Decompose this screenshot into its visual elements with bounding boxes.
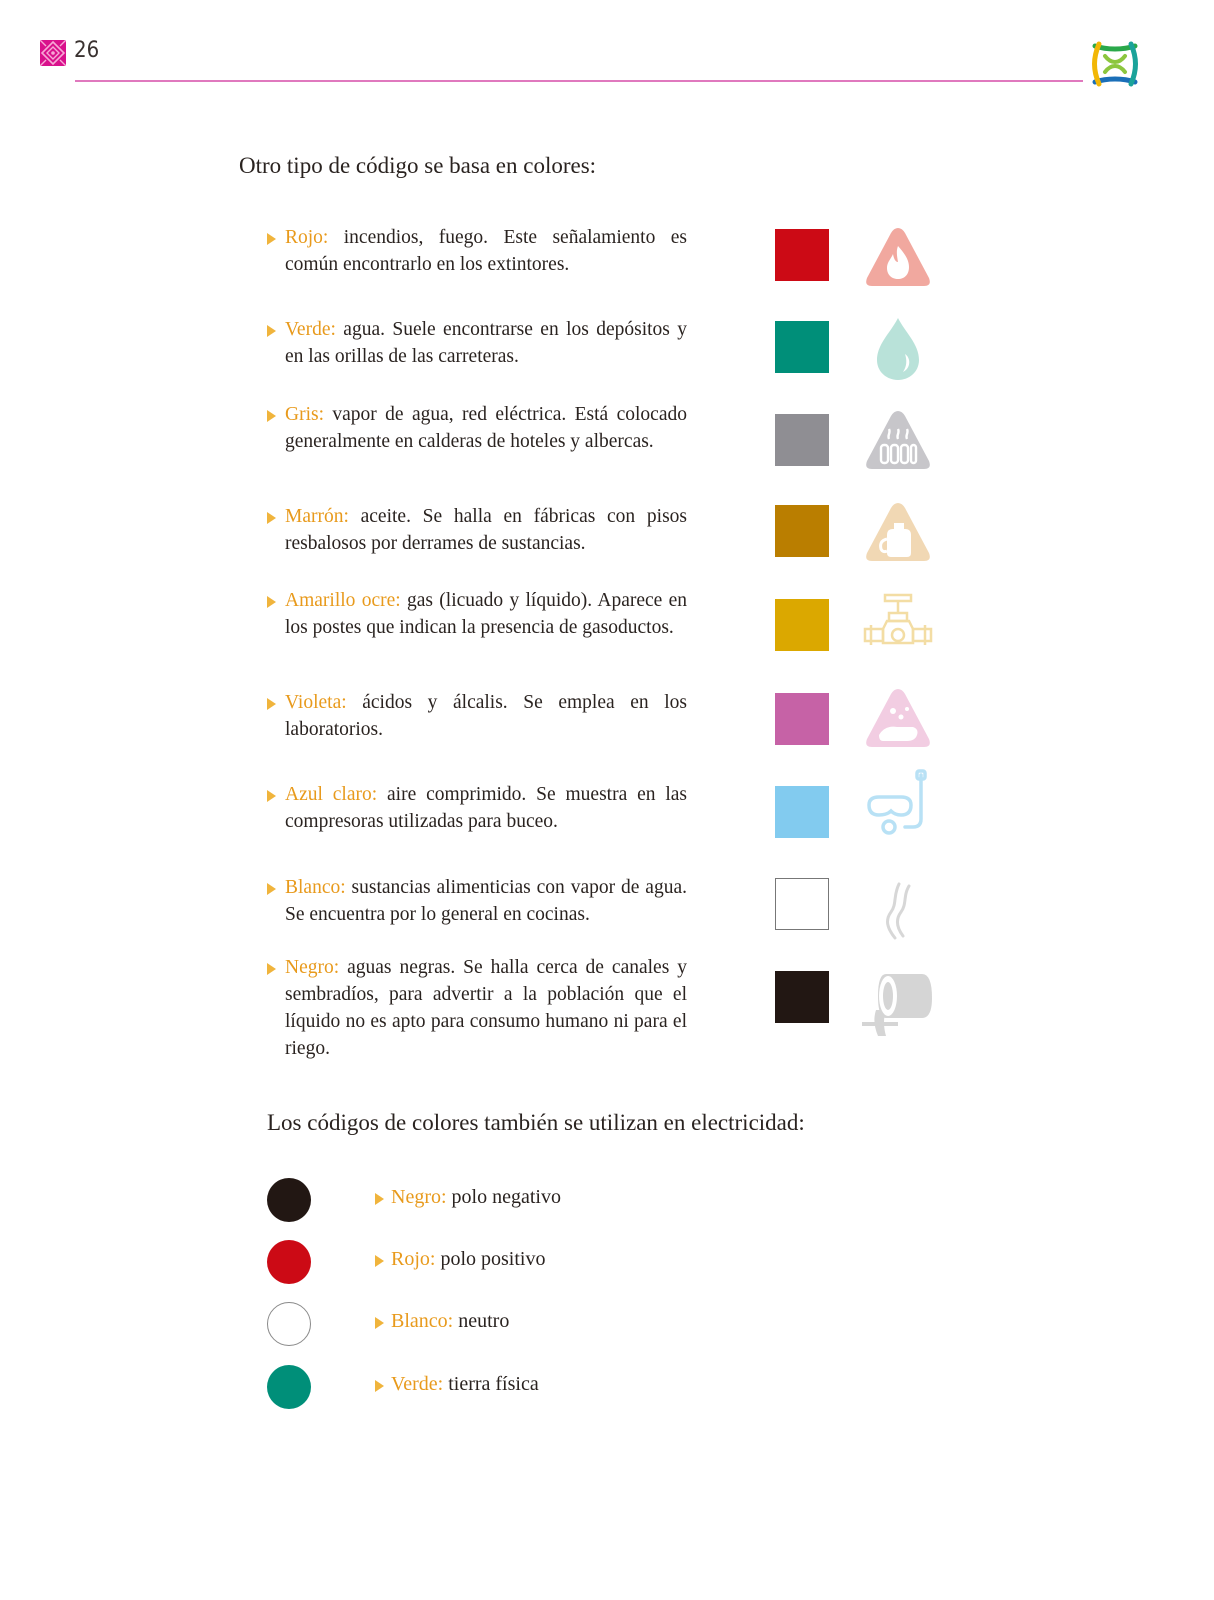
item-term: Violeta: (285, 692, 347, 713)
header-rule (75, 80, 1083, 82)
bullet-arrow-icon (375, 1255, 384, 1267)
color-dot (267, 1178, 311, 1222)
electric-label (391, 1248, 545, 1271)
item-term: Rojo: (285, 227, 329, 248)
color-swatch (775, 321, 829, 373)
color-swatch (775, 229, 829, 281)
bullet-arrow-icon (375, 1317, 384, 1329)
item-text: aceite. Se halla en fábricas con pisos resbalosos por derrames de sustancias. (285, 506, 687, 554)
item-term: Rojo: (391, 1248, 436, 1270)
item-description (285, 689, 687, 743)
bullet-arrow-icon (267, 325, 276, 337)
fire-warning-icon (861, 224, 935, 296)
item-term: Marrón: (285, 506, 349, 527)
steam-wisps-icon (861, 870, 935, 942)
electric-code-item-rojo (267, 1240, 767, 1286)
item-description (285, 874, 687, 928)
magenta-pattern-emblem-icon (40, 40, 66, 66)
item-term: Verde: (391, 1373, 444, 1395)
item-description (285, 954, 687, 1062)
item-description (285, 224, 687, 278)
color-swatch (775, 414, 829, 466)
item-text: ácidos y álcalis. Se emplea en los laboratorios. (285, 692, 687, 740)
item-text: neutro (453, 1310, 510, 1332)
page-number: 26 (74, 38, 100, 63)
electric-label (391, 1186, 561, 1209)
color-dot (267, 1365, 311, 1409)
item-term: Amarillo ocre: (285, 590, 401, 611)
bullet-arrow-icon (267, 410, 276, 422)
colorful-knot-logo-icon (1087, 36, 1143, 92)
item-term: Blanco: (391, 1310, 454, 1332)
electricity-heading: Los códigos de colores también se utilizan en electricidad: (267, 1110, 805, 1135)
electric-code-item-negro (267, 1178, 767, 1224)
intro-heading: Otro tipo de código se basa en colores: (239, 153, 597, 178)
item-term: Blanco: (285, 877, 346, 898)
corrosive-warning-icon (861, 685, 935, 757)
bullet-arrow-icon (267, 883, 276, 895)
bullet-arrow-icon (267, 233, 276, 245)
color-dot (267, 1302, 311, 1346)
bullet-arrow-icon (267, 698, 276, 710)
item-description (285, 401, 687, 455)
color-swatch (775, 971, 829, 1023)
item-text: aire comprimido. Se muestra en las compresoras utilizadas para buceo. (285, 784, 687, 832)
steam-boiler-icon (861, 407, 935, 479)
bullet-arrow-icon (267, 596, 276, 608)
item-description (285, 316, 687, 370)
item-text: vapor de agua, red eléctrica. Está colocado generalmente en calderas de hoteles y albercas. (285, 404, 687, 452)
item-description (285, 587, 687, 641)
bullet-arrow-icon (267, 512, 276, 524)
item-text: polo negativo (446, 1186, 561, 1208)
diving-mask-icon (861, 769, 935, 841)
item-text: gas (licuado y líquido). Aparece en los postes que indican la presencia de gasoductos. (285, 590, 688, 638)
item-description (285, 781, 687, 835)
item-term: Azul claro: (285, 784, 378, 805)
gas-valve-icon (861, 589, 935, 661)
bullet-arrow-icon (375, 1380, 384, 1392)
color-swatch (775, 505, 829, 557)
bullet-arrow-icon (267, 790, 276, 802)
electric-label (391, 1373, 539, 1396)
color-swatch (775, 599, 829, 651)
item-description (285, 503, 687, 557)
item-text: agua. Suele encontrarse en los depósitos y en las orillas de las carreteras. (285, 319, 687, 367)
bullet-arrow-icon (267, 963, 276, 975)
item-text: incendios, fuego. Este señalamiento es común encontrarlo en los extintores. (285, 227, 687, 275)
water-drop-icon (861, 314, 935, 386)
item-text: tierra física (443, 1373, 539, 1395)
oil-jug-icon (861, 499, 935, 571)
color-dot (267, 1240, 311, 1284)
electric-code-item-blanco (267, 1302, 767, 1348)
bullet-arrow-icon (375, 1193, 384, 1205)
electric-code-item-verde (267, 1365, 767, 1411)
electric-label (391, 1310, 509, 1333)
color-swatch (775, 693, 829, 745)
item-text: polo positivo (435, 1248, 546, 1270)
color-swatch (775, 878, 829, 930)
item-term: Gris: (285, 404, 324, 425)
item-text: sustancias alimenticias con vapor de agua. Se encuentra por lo general en cocinas. (285, 877, 687, 925)
drain-pipe-icon (853, 966, 937, 1038)
item-term: Verde: (285, 319, 336, 340)
item-text: aguas negras. Se halla cerca de canales y sembradíos, para advertir a la población que el líquido no es apto para consumo humano ni para el riego. (285, 957, 687, 1059)
color-swatch (775, 786, 829, 838)
item-term: Negro: (391, 1186, 447, 1208)
item-term: Negro: (285, 957, 340, 978)
